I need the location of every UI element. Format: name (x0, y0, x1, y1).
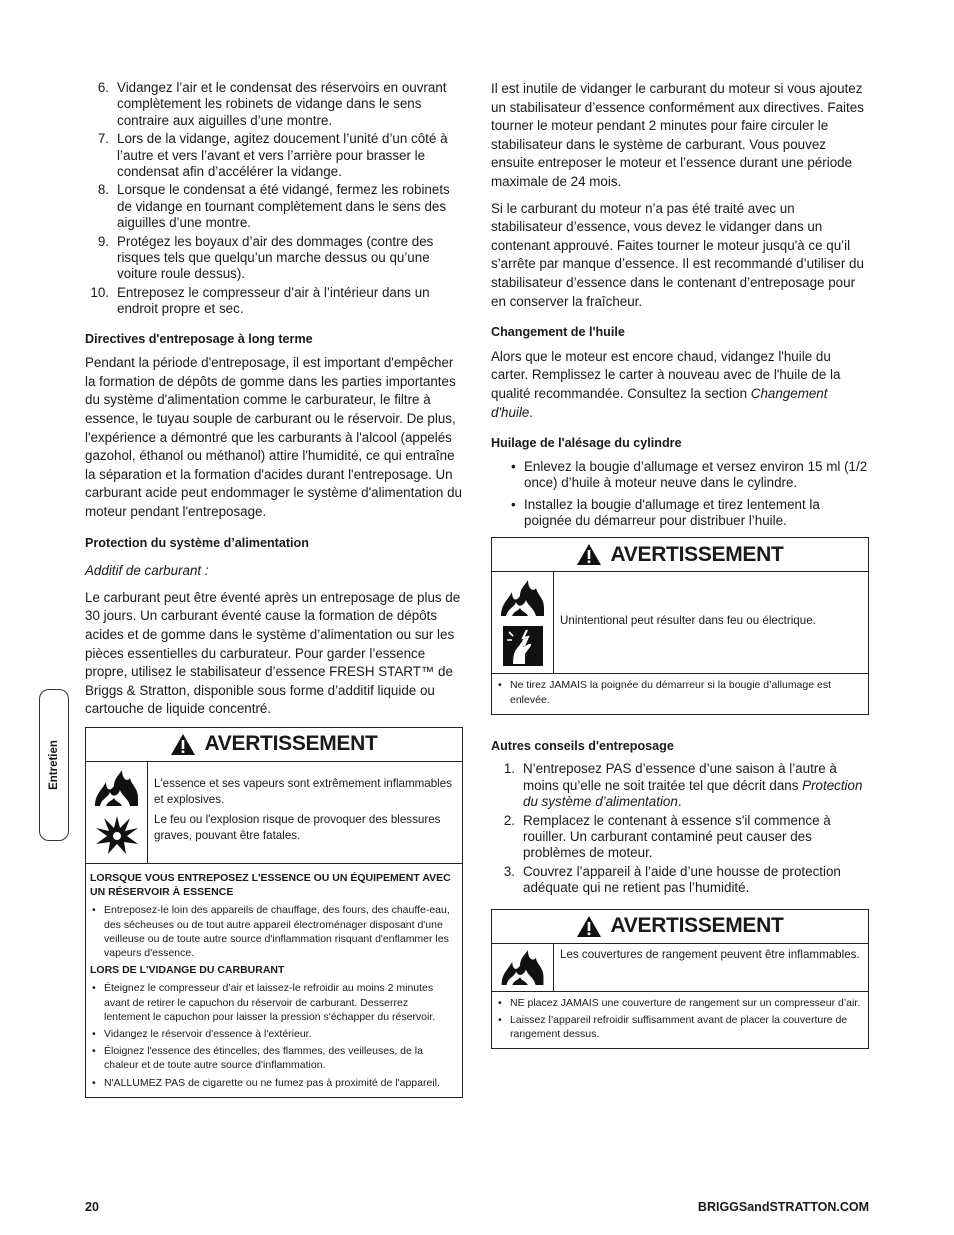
warning-title: AVERTISSEMENT (610, 913, 784, 937)
electric-shock-icon (501, 624, 545, 668)
list-item: 1. N’entreposez PAS d’essence d’une saison à l’autre à moins qu’elle ne soit traitée tel que décrit dans Protection du système d’alimentation. (503, 761, 863, 810)
other-tips-heading: Autres conseils d'entreposage (491, 738, 674, 753)
section-tab (39, 689, 69, 841)
long-term-heading: Directives d'entreposage à long terme (85, 331, 313, 346)
warning-body (86, 762, 462, 864)
warning-instructions: LORSQUE VOUS ENTREPOSEZ L'ESSENCE OU UN ÉQUIPEMENT AVEC UN RÉSERVOIR À ESSENCE • Entreposez-le loin des appareils de chauffage, des fours, des chauffe-eau, des sécheuses ou de tout autre appareil électroménager disposant d'une veilleuse ou de toute autre source d'inflammation risquant d'enflammer les vapeurs d'essence. LORS DE L'VIDANGE DU CARBURANT • Éteignez le compresseur d’air et laissez-le refroidir au moins 2 minutes avant de retirer le capuchon du réservoir de carburant. Desserrez lentement le capuchon pour laisser la pression s'échapper du réservoir. • Vidangez le réservoir d'essence à l'extérieur. • Éloignez l'essence des étincelles, des flammes, des veilleuses, de la chaleur et de toute autre source d'inflammation. • N'ALLUMEZ PAS de cigarette ou ne fumez pas à proximité de l'appareil. (86, 864, 462, 1097)
warning-instructions (492, 992, 868, 1049)
list-item: 7. Lors de la vidange, agitez doucement l’unité d’un côté à l’autre et vers l’avant et vers l’arrière pour brasser le condensat afin d’accélérer la vidange. (97, 131, 448, 180)
warning-triangle-icon (170, 733, 196, 756)
storage-steps (85, 80, 463, 318)
additive-paragraph: Le carburant peut être éventé après un entreposage de plus de 30 jours. Un carburant éventé cause la formation de dépôts acides et de gomme dans le système d’alimentation ou sur les pièces essentielles du carburateur. Pour garder l’essence propre, utilisez le stabilisateur d’essence FRESH START™ de Briggs & Stratton, disponible sous forme d’additif liquide ou cartouche de liquide concentré. (85, 589, 461, 717)
warning-text: Unintentional peut résulter dans feu ou électrique. (560, 613, 816, 627)
warning-header (492, 910, 868, 944)
warning-box-cover (491, 909, 869, 1050)
warning-triangle-icon (576, 543, 602, 566)
page-number: 20 (85, 1200, 99, 1214)
list-item: 8. Lorsque le condensat a été vidangé, fermez les robinets de vidange en tournant complètement dans le sens des aiguilles d’une montre. (97, 182, 450, 231)
list-item: • Vidangez le réservoir d'essence à l'extérieur. (90, 1027, 456, 1041)
list-item: 9. Protégez les boyaux d’air des dommages (contre des risques tels que quelqu’un marche dessus ou qu’une voiture roule dessus). (97, 233, 434, 282)
other-tips-list (491, 761, 869, 896)
list-item: • Enlevez la bougie d’allumage et versez environ 15 ml (1/2 once) d’huile à moteur neuve dans le cylindre. (491, 459, 869, 492)
fire-icon (498, 578, 548, 618)
warning-text: L'essence et ses vapeurs sont extrêmement inflammables et explosives. Le feu ou l'explosion risque de provoquer des blessures graves, pouvant être fatales. (154, 777, 452, 843)
warning-title: AVERTISSEMENT (610, 542, 784, 566)
warning-body (492, 572, 868, 674)
warning-icons (86, 762, 148, 863)
list-item: • Ne tirez JAMAIS la poignée du démarreur si la bougie d’allumage est enlevée. (496, 678, 862, 706)
intro-paragraph-2: Si le carburant du moteur n’a pas été traité avec un stabilisateur d’essence, vous devez le vidanger dans un contenant approuvé. Faites tourner le moteur jusqu'à ce qu’il s’arrête par manque d’essence. Il est recommandé d’utiliser du stabilisateur d’essence dans le contenant d’entreposage pour en conserver la fraîcheur. (491, 200, 864, 309)
oil-change-heading: Changement de l'huile (491, 325, 625, 340)
warning-header (492, 538, 868, 572)
list-item: • NE placez JAMAIS une couverture de rangement sur un compresseur d’air. (496, 996, 862, 1010)
list-item: • Laissez l’appareil refroidir suffisamment avant de placer la couverture de rangement dessus. (496, 1013, 862, 1041)
list-item: • Entreposez-le loin des appareils de chauffage, des fours, des chauffe-eau, des sécheuses ou de tout autre appareil électroménager disposant d'une veilleuse ou de toute autre source d'inflammation risquant d'enflammer les vapeurs d'essence. (90, 903, 456, 960)
left-column (85, 80, 463, 1098)
oil-change-paragraph: Alors que le moteur est encore chaud, vidangez l'huile du carter. Remplissez le carter à nouveau avec de l'huile de la qualité recommandée. Consultez la section Changement d'huile. (491, 348, 841, 420)
warning-box-spark-plug (491, 537, 869, 714)
cylinder-oiling-list (491, 459, 869, 530)
warning-icons (492, 944, 554, 991)
warning-box-fuel (85, 727, 463, 1098)
list-item: • Installez la bougie d'allumage et tirez lentement la poignée du démarreur pour distribuer l’huile. (491, 497, 869, 530)
warning-triangle-icon (576, 915, 602, 938)
explosion-icon (94, 814, 140, 856)
long-term-paragraph: Pendant la période d'entreposage, il est important d'empêcher la formation de dépôts de gomme dans les parties importantes du système d'alimentation comme le carburateur, le filtre à essence, le tuyau souple de carburant ou le réservoir. De plus, l'expérience a démontré que les carburants à l'alcool (appelés gazohol, éthanol ou méthanol) attire l'humidité, ce qui entraîne la séparation et la formation d'acides durant l'entreposage. Un carburant acide peut endommager le système d'alimentation du moteur pendant l'entreposage. (85, 355, 462, 520)
fuel-protection-heading: Protection du système d’alimentation (85, 535, 309, 550)
section-tab-label: Entretien (48, 740, 60, 790)
warning-instructions (492, 674, 868, 713)
right-column (491, 80, 869, 1049)
additive-label: Additif de carburant : (85, 563, 209, 579)
list-item: • N'ALLUMEZ PAS de cigarette ou ne fumez pas à proximité de l'appareil. (90, 1076, 456, 1090)
warning-icons (492, 572, 554, 673)
list-item: • Éteignez le compresseur d’air et laissez-le refroidir au moins 2 minutes avant de retirer le capuchon du réservoir de carburant. Desserrez lentement le capuchon pour laisser la pression s'échapper du réservoir. (90, 981, 456, 1024)
cylinder-oiling-heading: Huilage de l'alésage du cylindre (491, 436, 682, 451)
list-item: 3. Couvrez l’appareil à l’aide d’une housse de protection adéquate qui ne retient pas l’humidité. (503, 863, 841, 896)
intro-paragraph-1: Il est inutile de vidanger le carburant du moteur si vous ajoutez un stabilisateur d’essence conformément aux directives. Faites tourner le moteur pendant 2 minutes pour faire circuler le stabilisateur dans le système de carburant. Vous pouvez ensuite entreposer le moteur et l’essence durant une période maximale de 24 mois. (491, 81, 864, 189)
warning-title: AVERTISSEMENT (204, 732, 378, 756)
list-item: 10. Entreposez le compresseur d’air à l’intérieur dans un endroit propre et sec. (90, 284, 430, 317)
fire-icon (92, 768, 142, 808)
list-item: • Éloignez l'essence des étincelles, des flammes, des veilleuses, de la chaleur et de toute autre source d'inflammation. (90, 1044, 456, 1072)
fire-icon (498, 948, 548, 987)
list-item: 2. Remplacez le contenant à essence s'il commence à rouiller. Un carburant contaminé peut causer des problèmes de moteur. (503, 812, 831, 861)
warning-body (492, 944, 868, 992)
list-item: 6. Vidangez l’air et le condensat des réservoirs en ouvrant complètement les robinets de vidange dans le sens contraire aux aiguilles d’une montre. (97, 80, 447, 128)
warning-header (86, 728, 462, 762)
warning-text: Les couvertures de rangement peuvent être inflammables. (560, 947, 860, 961)
website-link[interactable]: BRIGGSandSTRATTON.COM (697, 1200, 869, 1214)
